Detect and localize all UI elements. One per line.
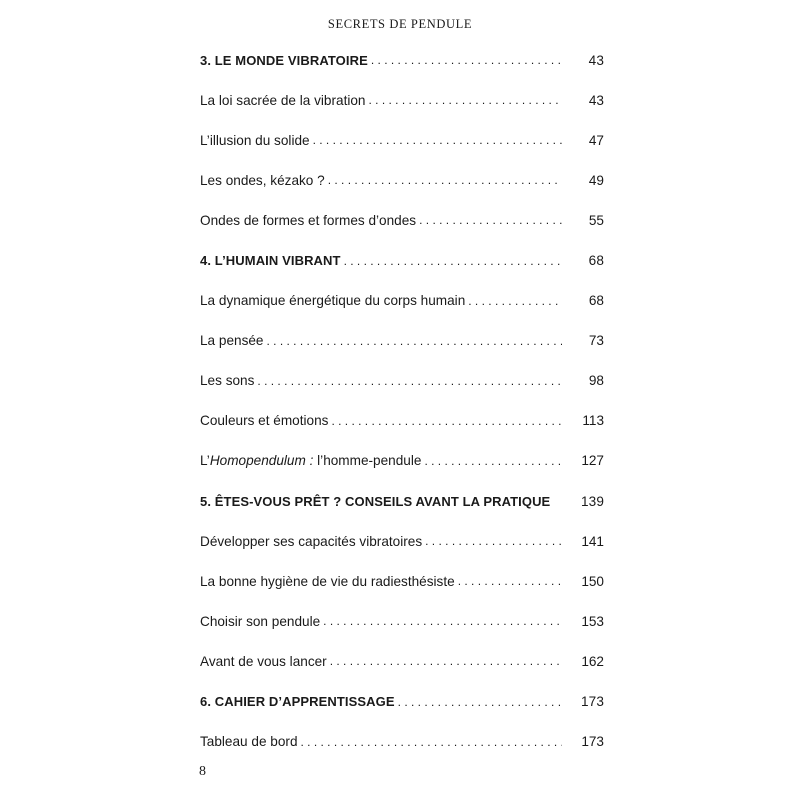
toc-entry — [200, 80, 604, 120]
toc-entry-title: Tableau de bord — [200, 734, 298, 750]
toc-chapter-6 — [200, 682, 604, 722]
toc-entry-title: La loi sacrée de la vibration — [200, 92, 366, 108]
toc-dot-leader — [328, 173, 562, 187]
toc-dot-leader — [313, 133, 562, 147]
toc-page-number: 68 — [588, 253, 604, 269]
toc-dot-leader — [371, 53, 562, 67]
toc-page-number: 141 — [581, 533, 604, 549]
toc-dot-leader — [424, 454, 562, 468]
toc-entry-title: Les ondes, kézako ? — [200, 172, 325, 188]
toc-page-number: 150 — [581, 573, 604, 589]
toc-page-number: 43 — [588, 92, 604, 108]
toc-entry — [200, 641, 604, 681]
toc-dot-leader — [468, 294, 562, 308]
toc-entry — [200, 361, 604, 401]
toc-entry-title: 4. L’HUMAIN VIBRANT — [200, 253, 341, 269]
toc-dot-leader — [331, 414, 562, 428]
toc-dot-leader — [425, 534, 562, 548]
toc-entry — [200, 722, 604, 762]
toc-entry — [200, 521, 604, 561]
table-of-contents — [200, 40, 604, 762]
toc-entry-title: 3. LE MONDE VIBRATOIRE — [200, 52, 368, 68]
running-head: SECRETS DE PENDULE — [327, 17, 473, 31]
toc-page-number: 73 — [588, 333, 604, 349]
toc-page-number: 139 — [581, 493, 604, 509]
toc-entry-title: 6. CAHIER D’APPRENTISSAGE — [200, 694, 395, 710]
toc-entry-title: La pensée — [200, 333, 264, 349]
toc-page-number: 153 — [581, 613, 604, 629]
toc-entry — [200, 281, 604, 321]
page-number: 8 — [199, 764, 206, 779]
toc-entry-title: Ondes de formes et formes d’ondes — [200, 212, 417, 228]
toc-title-prefix: L’ — [200, 453, 210, 469]
toc-page-number: 162 — [581, 653, 604, 669]
toc-entry-title — [200, 453, 424, 468]
toc-entry-title: Couleurs et émotions — [200, 413, 329, 429]
toc-entry-title: Développer ses capacités vibratoires — [200, 533, 423, 549]
toc-chapter-4 — [200, 240, 604, 280]
toc-page-number: 43 — [588, 52, 604, 68]
toc-dot-leader — [257, 374, 562, 388]
toc-dot-leader — [398, 695, 562, 709]
toc-chapter-5 — [200, 481, 604, 521]
toc-dot-leader — [419, 213, 562, 227]
toc-dot-leader — [301, 735, 563, 749]
toc-entry — [200, 601, 604, 641]
toc-entry-title: Les sons — [200, 373, 255, 389]
toc-entry — [200, 120, 604, 160]
toc-chapter-3 — [200, 40, 604, 80]
toc-dot-leader — [344, 254, 562, 268]
toc-dot-leader — [369, 93, 563, 107]
toc-page-number: 55 — [588, 212, 604, 228]
toc-title-suffix: l’homme-pendule — [313, 453, 422, 469]
toc-page-number: 127 — [581, 453, 604, 469]
toc-entry-title: La bonne hygiène de vie du radiesthésiste — [200, 573, 455, 589]
toc-entry-title: Choisir son pendule — [200, 613, 321, 629]
toc-page-number: 68 — [588, 293, 604, 309]
toc-entry — [200, 160, 604, 200]
toc-entry-title: 5. ÊTES-VOUS PRÊT ? CONSEILS AVANT LA PRATIQUE — [200, 493, 551, 509]
toc-page-number: 113 — [582, 413, 604, 429]
toc-dot-leader — [458, 574, 562, 588]
toc-entry — [200, 321, 604, 361]
toc-entry-title: L’illusion du solide — [200, 132, 310, 148]
toc-dot-leader — [323, 614, 562, 628]
toc-page-number: 98 — [588, 373, 604, 389]
toc-page-number: 47 — [588, 132, 604, 148]
toc-dot-leader — [267, 334, 563, 348]
toc-entry — [200, 561, 604, 601]
toc-page-number: 173 — [581, 734, 604, 750]
toc-dot-leader — [330, 654, 562, 668]
toc-entry — [200, 441, 604, 481]
toc-page-number: 173 — [581, 694, 604, 710]
toc-entry-title: La dynamique énergétique du corps humain — [200, 293, 466, 309]
toc-title-italic: Homopendulum : — [209, 453, 314, 469]
toc-entry — [200, 401, 604, 441]
toc-entry — [200, 200, 604, 240]
toc-entry-title: Avant de vous lancer — [200, 653, 327, 669]
toc-page-number: 49 — [588, 172, 604, 188]
